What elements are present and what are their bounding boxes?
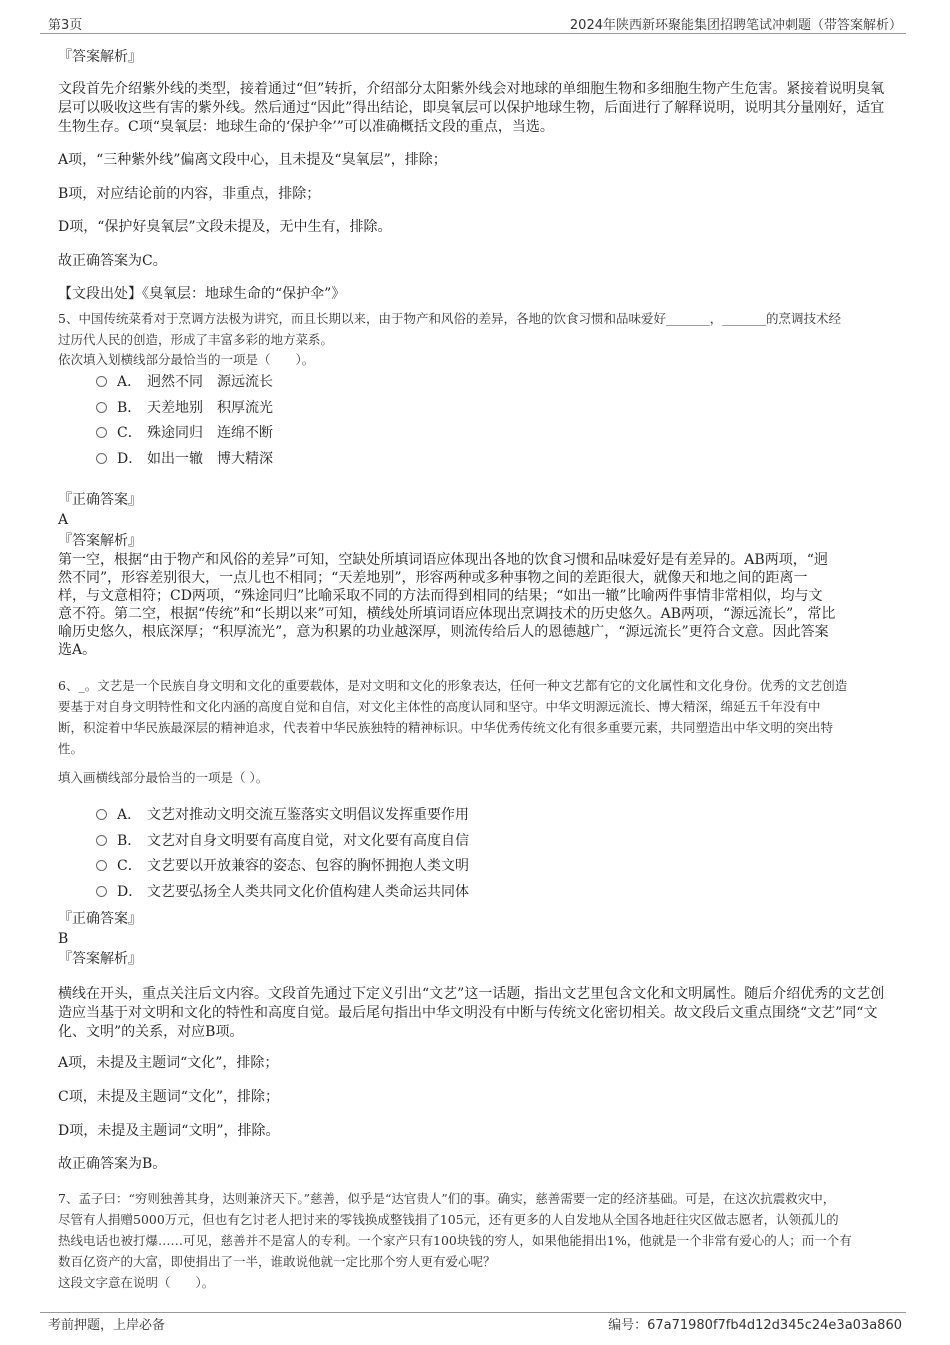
radio-icon[interactable] bbox=[96, 453, 107, 464]
q5-stem-line-2: 过历代人民的创造，形成了丰富多彩的地方菜系。 bbox=[58, 332, 334, 347]
radio-icon[interactable] bbox=[96, 886, 107, 897]
q5-option-b[interactable]: B． 天差地别 积厚流光 bbox=[96, 399, 273, 418]
q6-stem-line-1: 6、_。文艺是一个民族自身文明和文化的重要载体，是对文明和文化的形象表达，任何一种文艺都有它的文化属性和文化身份。优秀的文艺创造 bbox=[58, 678, 848, 693]
footer-id: 编号：67a71980f7fb4d12d345c24e3a03a860 bbox=[608, 1318, 902, 1333]
radio-icon[interactable] bbox=[96, 809, 107, 820]
page-header bbox=[40, 14, 906, 34]
q5-analysis-line-5: 喻历史悠久，根底深厚；“积厚流光”，意为积累的功业越深厚，则流传给后人的恩德越广，“源远流长”更符合文意。因此答案 bbox=[58, 624, 829, 640]
radio-icon[interactable] bbox=[96, 835, 107, 846]
radio-icon[interactable] bbox=[96, 376, 107, 387]
q4-source: 【文段出处】《臭氧层：地球生命的“保护伞”》 bbox=[58, 286, 346, 302]
page-number: 第3页 bbox=[48, 18, 83, 33]
radio-icon[interactable] bbox=[96, 402, 107, 413]
footer-slogan: 考前押题，上岸必备 bbox=[48, 1318, 166, 1333]
q6-analysis-paragraph: 横线在开头，重点关注后文内容。文段首先通过下定义引出“文艺”这一话题，指出文艺里包含文化和文明属性。随后介绍优秀的文艺创造应当基于对文明和文化的特性和高度自觉。最后尾句指出中华文明没有中断与传统文化密切相关。故文段后文重点围绕“文艺”同“文化、文明”的关系，对应B项。 bbox=[58, 986, 885, 1040]
q5-answer-heading: 『正确答案』 bbox=[58, 492, 142, 508]
q5-stem-line-1: 5、中国传统菜肴对于烹调方法极为讲究，而且长期以来，由于物产和风俗的差异，各地的饮食习惯和品味爱好_______，_______的烹调技术经 bbox=[58, 311, 841, 326]
q4-final-answer: 故正确答案为C。 bbox=[58, 253, 167, 269]
q6-stem-line-2: 要基于对自身文明特性和文化内涵的高度自觉和自信，对文化主体性的高度认同和坚守。中华文明源远流长、博大精深，绵延五千年没有中 bbox=[58, 699, 821, 714]
q7-stem-line-4: 数百亿资产的大富，即使捐出了一半，谁敢说他就一定比那个穷人更有爱心呢？ bbox=[58, 1254, 496, 1269]
q5-option-d[interactable]: D． 如出一辙 博大精深 bbox=[96, 450, 273, 469]
q6-option-c[interactable]: C． 文艺要以开放兼容的姿态、包容的胸怀拥抱人类文明 bbox=[96, 857, 469, 876]
q4-analysis-option-b: B项，对应结论前的内容，非重点，排除； bbox=[58, 186, 321, 202]
q4-analysis-option-d: D项，“保护好臭氧层”文段未提及，无中生有，排除。 bbox=[58, 219, 392, 235]
q7-stem-line-2: 尽管有人捐赠5000万元，但也有乞讨老人把讨来的零钱换成整钱捐了105元，还有更多的人自发地从全国各地赶往灾区做志愿者，认领孤儿的 bbox=[58, 1212, 839, 1227]
q6-option-b[interactable]: B． 文艺对自身文明要有高度自觉，对文化要有高度自信 bbox=[96, 832, 469, 851]
q6-analysis-heading: 『答案解析』 bbox=[58, 951, 142, 967]
q5-analysis-line-6: 选A。 bbox=[58, 642, 97, 658]
footer-divider bbox=[40, 1312, 906, 1313]
q5-answer: A bbox=[58, 512, 69, 528]
q6-option-d[interactable]: D． 文艺要弘扬全人类共同文化价值构建人类命运共同体 bbox=[96, 883, 469, 902]
document-title: 2024年陕西新环聚能集团招聘笔试冲刺题（带答案解析） bbox=[569, 18, 902, 33]
q6-analysis-option-c: C项，未提及主题词“文化”，排除； bbox=[58, 1089, 280, 1105]
q6-final-answer: 故正确答案为B。 bbox=[58, 1156, 167, 1172]
q4-analysis-option-a: A项，“三种紫外线”偏离文段中心，且未提及“臭氧层”，排除； bbox=[58, 152, 447, 168]
q7-stem-line-1: 7、孟子曰：“穷则独善其身，达则兼济天下。”慈善，似乎是“达官贵人”们的事。确实，慈善需要一定的经济基础。可是，在这次抗震救灾中， bbox=[58, 1191, 836, 1206]
q5-analysis-line-3: 样，与文意相符；CD两项，“殊途同归”比喻采取不同的方法而得到相同的结果；“如出一辙”比喻两件事情非常相似，均与文 bbox=[58, 588, 823, 604]
q5-analysis-line-4: 意不符。第二空，根据“传统”和“长期以来”可知，横线处所填词语应体现出烹调技术的历史悠久。AB两项，“源远流长”，常比 bbox=[58, 606, 836, 622]
q6-option-a[interactable]: A． 文艺对推动文明交流互鉴落实文明倡议发挥重要作用 bbox=[96, 806, 469, 825]
q4-analysis-paragraph: 文段首先介绍紫外线的类型，接着通过“但”转折，介绍部分太阳紫外线会对地球的单细胞生物和多细胞生物产生危害。紧接着说明臭氧层可以吸收这些有害的紫外线。然后通过“因此”得出结论，即臭氧层可以保护地球生物，后面进行了解释说明，说明其分量刚好，适宜生物生存。C项“臭氧层：地球生命的‘保护伞’”可以准确概括文段的重点，当选。 bbox=[58, 81, 885, 135]
q6-stem-line-3: 断，积淀着中华民族最深层的精神追求，代表着中华民族独特的精神标识。中华优秀传统文化有很多重要元素，共同塑造出中华文明的突出特 bbox=[58, 720, 834, 735]
q7-prompt: 这段文字意在说明（ ）。 bbox=[58, 1275, 215, 1290]
q4-analysis-heading: 『答案解析』 bbox=[58, 49, 142, 65]
radio-icon[interactable] bbox=[96, 427, 107, 438]
q5-analysis-heading: 『答案解析』 bbox=[58, 533, 142, 549]
q5-analysis-line-2: 然不同”，形容差别很大，一点儿也不相同；“天差地别”，形容两种或多种事物之间的差距很大，就像天和地之间的距离一 bbox=[58, 570, 808, 586]
q5-option-a[interactable]: A． 迥然不同 源远流长 bbox=[96, 373, 273, 392]
q6-analysis-option-a: A项，未提及主题词“文化”，排除； bbox=[58, 1055, 279, 1071]
q5-option-c[interactable]: C． 殊途同归 连绵不断 bbox=[96, 424, 273, 443]
q6-prompt: 填入画横线部分最恰当的一项是（ ）。 bbox=[58, 770, 269, 785]
q6-answer: B bbox=[58, 931, 69, 947]
q6-answer-heading: 『正确答案』 bbox=[58, 911, 142, 927]
q6-analysis-option-d: D项，未提及主题词“文明”，排除。 bbox=[58, 1123, 280, 1139]
q5-prompt: 依次填入划横线部分最恰当的一项是（ ）。 bbox=[58, 352, 315, 367]
radio-icon[interactable] bbox=[96, 860, 107, 871]
q6-stem-line-4: 性。 bbox=[58, 741, 84, 756]
q7-stem-line-3: 热线电话也被打爆……可见，慈善并不是富人的专利。一个家产只有100块钱的穷人，如果他能捐出1%，他就是一个非常有爱心的人；而一个有 bbox=[58, 1233, 852, 1248]
q5-analysis-line-1: 第一空，根据“由于物产和风俗的差异”可知，空缺处所填词语应体现出各地的饮食习惯和品味爱好是有差异的。AB两项，“迥 bbox=[58, 552, 828, 568]
header-divider bbox=[40, 33, 906, 34]
